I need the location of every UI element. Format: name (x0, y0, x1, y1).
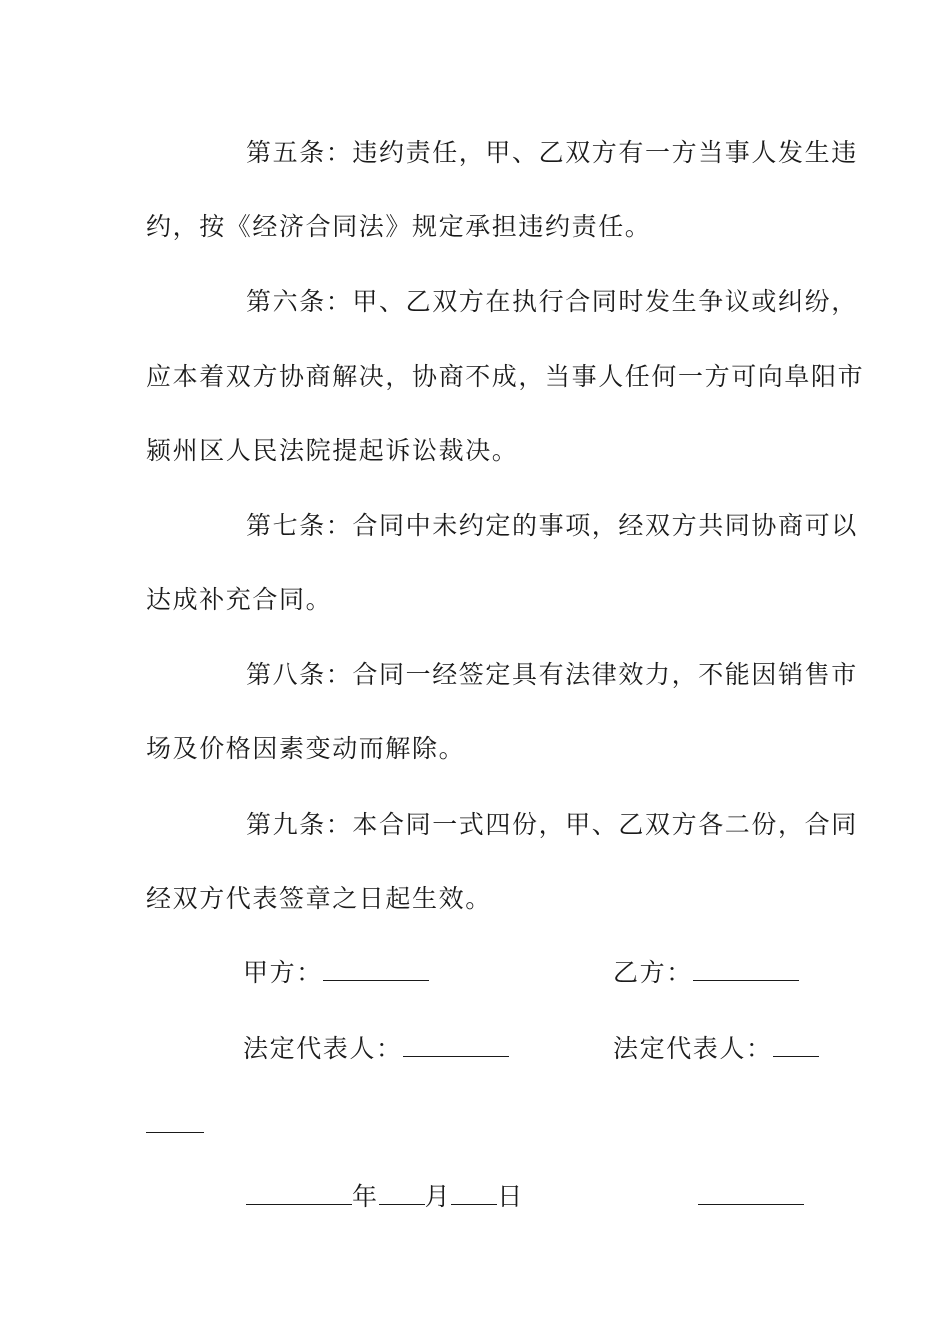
clause-9-line-2: 经双方代表签章之日起生效。 (146, 884, 492, 913)
month-label: 月 (424, 1182, 452, 1211)
party-b-signature (613, 958, 799, 988)
month-blank[interactable] (379, 1182, 425, 1205)
day-label: 日 (497, 1182, 524, 1211)
rep-b-blank-continued (146, 1110, 204, 1140)
clause-5-line-2: 约，按《经济合同法》规定承担违约责任。 (146, 212, 652, 241)
rep-b-label: 法定代表人： (613, 1034, 773, 1063)
party-a-blank[interactable] (323, 958, 429, 981)
date-line (246, 1182, 524, 1212)
year-label: 年 (352, 1182, 379, 1211)
party-b-label: 乙方： (613, 958, 693, 987)
clause-6-line-1: 第六条：甲、乙双方在执行合同时发生争议或纠纷， (246, 287, 858, 316)
party-a-label: 甲方： (243, 958, 323, 987)
clause-8-line-2: 场及价格因素变动而解除。 (146, 734, 466, 763)
clause-8-line-1: 第八条：合同一经签定具有法律效力，不能因销售市 (246, 660, 858, 689)
rep-b-blank-wrap[interactable] (146, 1110, 204, 1133)
rep-a-label: 法定代表人： (243, 1034, 403, 1063)
clause-5-line-1: 第五条：违约责任，甲、乙双方有一方当事人发生违 (246, 138, 858, 167)
clause-7-line-1: 第七条：合同中未约定的事项，经双方共同协商可以 (246, 511, 858, 540)
rep-a-blank[interactable] (403, 1034, 509, 1057)
clause-9-line-1: 第九条：本合同一式四份，甲、乙双方各二份，合同 (246, 810, 858, 839)
rep-a-signature (243, 1034, 509, 1064)
clause-7-line-2: 达成补充合同。 (146, 585, 333, 614)
rep-b-blank[interactable] (773, 1034, 819, 1057)
day-blank[interactable] (451, 1182, 497, 1205)
party-a-signature (243, 958, 429, 988)
rep-b-signature (613, 1034, 819, 1064)
party-b-date (698, 1182, 804, 1212)
year-blank[interactable] (246, 1182, 352, 1205)
clause-6-line-2: 应本着双方协商解决，协商不成，当事人任何一方可向阜阳市 (146, 362, 865, 391)
clause-6-line-3: 颍州区人民法院提起诉讼裁决。 (146, 436, 519, 465)
party-b-date-blank[interactable] (698, 1182, 804, 1205)
party-b-blank[interactable] (693, 958, 799, 981)
